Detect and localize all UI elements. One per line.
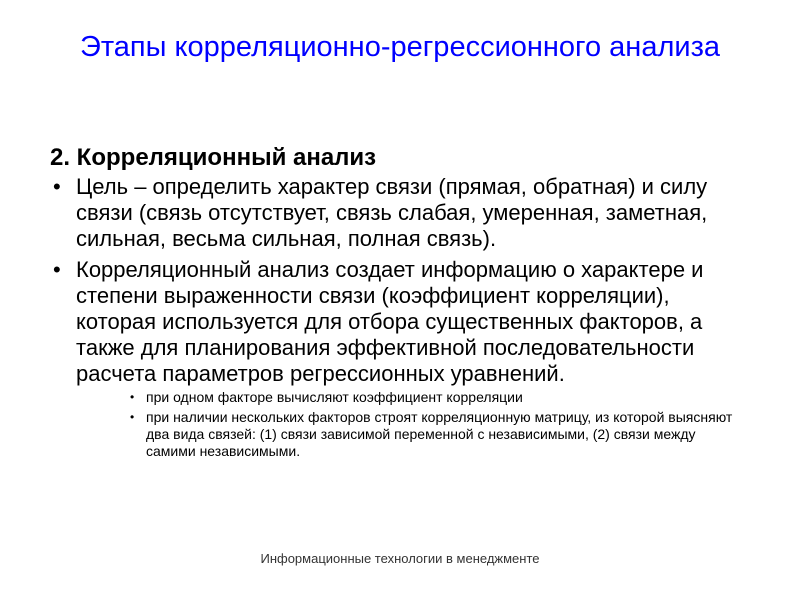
bullet-text: Корреляционный анализ создает информацию о характере и степени выраженности связи (коэффициент корреляции), которая используется для отбора существенных факторов, а также для планирования эффективной последовательности расчета параметров регрессионных уравнений.	[76, 257, 704, 386]
sub-bullet-text: при одном факторе вычисляют коэффициент корреляции	[146, 389, 523, 405]
bullet-text: Цель – определить характер связи (прямая, обратная) и силу связи (связь отсутствует, связь слабая, умеренная, заметная, сильная, весьма сильная, полная связь).	[76, 174, 708, 251]
footer-text: Информационные технологии в менеджменте	[260, 551, 540, 566]
bullet-item-goal	[50, 174, 740, 252]
sub-bullet-dot-icon: •	[130, 410, 135, 424]
bullet-item-analysis	[50, 257, 740, 460]
slide-title: Этапы корреляционно-регрессионного анализа	[80, 31, 720, 63]
bullet-dot-icon: •	[53, 174, 61, 199]
bullet-dot-icon: •	[53, 257, 61, 282]
sub-bullet-item	[76, 409, 740, 460]
sub-bullet-item	[76, 389, 740, 406]
sub-bullet-list	[76, 389, 740, 460]
section-heading: 2. Корреляционный анализ	[50, 144, 377, 171]
sub-bullet-text: при наличии нескольких факторов строят корреляционную матрицу, из которой выясняют два вида связей: (1) связи зависимой переменной с независимыми, (2) связи между самими независимыми.	[146, 409, 733, 459]
bullet-list	[50, 174, 740, 465]
sub-bullet-dot-icon: •	[130, 390, 135, 404]
